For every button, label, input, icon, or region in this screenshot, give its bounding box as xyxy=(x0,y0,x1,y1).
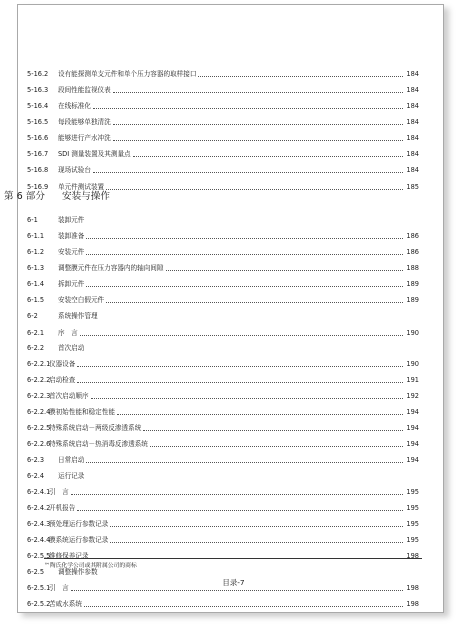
toc-entry-title: 特殊系统启动－热消毒反渗透系统 xyxy=(49,440,148,449)
toc-entry[interactable] xyxy=(27,550,419,562)
toc-entry-number: 6-1.3 xyxy=(27,263,45,272)
toc-entry[interactable] xyxy=(27,262,419,274)
toc-entry-number: 5-16.3 xyxy=(27,85,49,94)
toc-leader-dots xyxy=(80,335,403,336)
toc-entry-number: 6-2.2.5 xyxy=(27,424,51,433)
toc-entry[interactable] xyxy=(27,502,419,514)
toc-leader-dots xyxy=(86,286,403,287)
page-number: 目录-7 xyxy=(222,578,245,587)
toc-leader-dots xyxy=(113,140,403,141)
toc-entry[interactable] xyxy=(27,148,419,160)
toc-entry-page: 184 xyxy=(406,70,419,78)
toc-entry[interactable] xyxy=(27,518,419,530)
toc-entry-title: 日常启动 xyxy=(58,456,85,465)
toc-entry[interactable] xyxy=(27,278,419,290)
toc-entry[interactable] xyxy=(27,486,419,498)
toc-entry-page: 195 xyxy=(406,536,419,545)
toc-entry-title: 序 言 xyxy=(58,328,78,337)
toc-leader-dots xyxy=(113,92,403,93)
toc-entry-number: 6-2.5 xyxy=(27,568,45,577)
toc-entry-page: 184 xyxy=(406,85,419,94)
toc-leader-dots xyxy=(113,124,403,125)
toc-entry[interactable] xyxy=(27,470,419,482)
toc-entry-title: 安装空白假元件 xyxy=(58,295,105,304)
toc-entry-number: 6-1 xyxy=(27,215,38,224)
toc-entry-title: 能够进行产水冲洗 xyxy=(58,133,111,142)
toc-leader-dots xyxy=(166,270,403,271)
toc-entry-title: 装卸准备 xyxy=(58,231,85,240)
toc-entry-title: 段间性能监视仪表 xyxy=(58,85,111,94)
toc-entry-title: 开机报告 xyxy=(49,504,76,513)
toc-entry-page: 190 xyxy=(406,328,419,337)
toc-entry-page: 198 xyxy=(406,600,419,609)
toc-entry-number: 6-1.2 xyxy=(27,247,45,256)
toc-entry[interactable] xyxy=(27,438,419,450)
toc-entry-page: 184 xyxy=(406,133,419,142)
toc-leader-dots xyxy=(93,172,403,173)
toc-entry-number: 6-2.2.2 xyxy=(27,376,51,385)
toc-entry-page: 195 xyxy=(406,520,419,529)
toc-entry-title: 启动检查 xyxy=(49,376,76,385)
toc-entry-title: 现场试验台 xyxy=(58,165,91,174)
toc-entry-title: 在线标准化 xyxy=(58,101,91,110)
toc-leader-dots xyxy=(110,526,403,527)
toc-entry-title: 调整膜元件在压力容器内的轴向间隙 xyxy=(58,263,164,272)
toc-entry-page: 191 xyxy=(406,376,419,385)
toc-entry-page: 192 xyxy=(406,392,419,401)
toc-entry-page: 184 xyxy=(406,165,419,174)
toc-entry-title: 装卸元件 xyxy=(58,215,85,224)
toc-leader-dots xyxy=(106,189,403,190)
toc-leader-dots xyxy=(91,398,403,399)
toc-entry-number: 6-1.1 xyxy=(27,231,45,240)
toc-leader-dots xyxy=(86,254,403,255)
toc-entry-number: 5-16.8 xyxy=(27,165,49,174)
toc-entry[interactable] xyxy=(27,422,419,434)
toc-entry-number: 6-2.3 xyxy=(27,456,45,465)
toc-leader-dots xyxy=(86,462,403,463)
toc-entry-title: 预处理运行参数记录 xyxy=(49,520,109,529)
toc-entry[interactable] xyxy=(27,116,419,128)
toc-entry[interactable] xyxy=(27,534,419,546)
toc-entry-number: 6-2.4 xyxy=(27,472,45,481)
toc-entry[interactable] xyxy=(27,246,419,258)
toc-entry-number: 6-2.5.5 xyxy=(27,552,51,561)
toc-entry-title: 调整操作参数 xyxy=(58,568,98,577)
toc-leader-dots xyxy=(77,510,403,511)
toc-entry-title: 运行记录 xyxy=(58,472,85,481)
toc-entry-title: 安装元件 xyxy=(58,247,85,256)
toc-entry[interactable] xyxy=(27,84,419,96)
toc-entry[interactable] xyxy=(27,454,419,466)
toc-entry-page: 194 xyxy=(406,456,419,465)
toc-entry-number: 6-2.2.4 xyxy=(27,408,51,417)
toc-entry-page: 186 xyxy=(406,231,419,240)
toc-entry-number: 6-2.1 xyxy=(27,328,45,337)
toc-entry-number: 5-16.4 xyxy=(27,101,49,110)
toc-leader-dots xyxy=(86,238,403,239)
toc-entry-number: 6-2.2.6 xyxy=(27,440,51,449)
toc-entry-page: 189 xyxy=(406,279,419,288)
toc-entry-number: 6-2.2 xyxy=(27,344,45,353)
toc-entry[interactable] xyxy=(27,68,419,80)
toc-entry-page: 188 xyxy=(406,263,419,272)
toc-entry[interactable] xyxy=(27,342,419,354)
toc-entry-title: 维修保养记录 xyxy=(49,552,89,561)
toc-entry-title: 引 言 xyxy=(49,584,69,593)
toc-entry-title: 苦咸水系统 xyxy=(49,600,82,609)
toc-leader-dots xyxy=(198,76,403,77)
toc-leader-dots xyxy=(117,414,403,415)
toc-entry-page: 184 xyxy=(406,149,419,158)
toc-entry[interactable] xyxy=(27,390,419,402)
toc-entry-page: 184 xyxy=(406,101,419,110)
toc-leader-dots xyxy=(77,382,403,383)
toc-entry-page: 194 xyxy=(406,440,419,449)
toc-entry-title: 引 言 xyxy=(49,488,69,497)
toc-entry[interactable] xyxy=(27,132,419,144)
toc-entry-number: 5-16.7 xyxy=(27,149,49,158)
toc-leader-dots xyxy=(93,108,403,109)
toc-entry-title: 单元件测试装置 xyxy=(58,182,105,191)
toc-entry[interactable] xyxy=(27,598,419,610)
toc-entry-page: 195 xyxy=(406,504,419,513)
toc-leader-dots xyxy=(150,446,403,447)
toc-entry[interactable] xyxy=(27,374,419,386)
toc-entry-title: 首次启动 xyxy=(58,344,85,353)
toc-entry-number: 6-2 xyxy=(27,311,38,320)
toc-entry-title: 仪器设备 xyxy=(49,360,76,369)
toc-entry-page: 198 xyxy=(406,584,419,593)
toc-entry-number: 6-2.5.2 xyxy=(27,600,51,609)
toc-entry-title: 首次启动顺序 xyxy=(49,392,89,401)
toc-entry-title: 膜系统运行参数记录 xyxy=(49,536,109,545)
toc-entry-number: 5-16.6 xyxy=(27,133,49,142)
toc-entry-page: 185 xyxy=(406,182,419,191)
toc-entry-number: 6-1.5 xyxy=(27,295,45,304)
toc-entry-title: 拆卸元件 xyxy=(58,279,85,288)
toc-leader-dots xyxy=(133,156,403,157)
toc-entry-number: 6-2.2.1 xyxy=(27,360,51,369)
toc-entry-number: 5-16.9 xyxy=(27,182,49,191)
toc-entry[interactable] xyxy=(27,100,419,112)
part-title: 安装与操作 xyxy=(62,191,110,202)
toc-entry-title: SDI 测量装置及其测量点 xyxy=(58,149,131,158)
toc-entry[interactable] xyxy=(27,310,419,322)
toc-leader-dots xyxy=(71,494,403,495)
toc-entry-number: 6-1.4 xyxy=(27,279,45,288)
toc-leader-dots xyxy=(71,590,403,591)
toc-entry-title: 特殊系统启动－两级反渗透系统 xyxy=(49,424,142,433)
toc-entry[interactable] xyxy=(27,214,419,226)
toc-entry-title: 设有能探测单支元件和单个压力容器的取样接口 xyxy=(58,70,197,78)
toc-entry[interactable] xyxy=(27,164,419,176)
toc-entry-number: 6-2.2.3 xyxy=(27,392,51,401)
toc-entry-number: 6-2.4.3 xyxy=(27,520,51,529)
toc-entry[interactable] xyxy=(27,406,419,418)
toc-entry[interactable] xyxy=(27,230,419,242)
toc-entry-title: 系统操作管理 xyxy=(58,311,98,320)
toc-entry-page: 190 xyxy=(406,360,419,369)
toc-entry-title: 每段能够单独清洗 xyxy=(58,117,111,126)
toc-leader-dots xyxy=(106,302,403,303)
toc-entry-page: 198 xyxy=(406,552,419,561)
toc-entry-number: 6-2.4.2 xyxy=(27,504,51,513)
toc-leader-dots xyxy=(77,366,403,367)
toc-entry-number: 6-2.4.1 xyxy=(27,488,51,497)
toc-entry[interactable] xyxy=(27,327,419,339)
toc-entry-page: 195 xyxy=(406,488,419,497)
toc-leader-dots xyxy=(143,430,403,431)
toc-entry-number: 6-2.5.1 xyxy=(27,584,51,593)
part-number: 第 6 部分 xyxy=(4,191,45,202)
toc-entry-page: 186 xyxy=(406,247,419,256)
toc-entry[interactable] xyxy=(27,294,419,306)
toc-entry-page: 194 xyxy=(406,408,419,417)
toc-entry-number: 5-16.2 xyxy=(27,70,49,78)
toc-entry-page: 189 xyxy=(406,295,419,304)
toc-entry-title: 膜初始性能和稳定性能 xyxy=(49,408,115,417)
toc-entry-page: 194 xyxy=(406,424,419,433)
toc-leader-dots xyxy=(110,542,403,543)
footer-rule xyxy=(44,558,422,559)
trademark-footnote: ™陶氏化学公司或其附属公司的商标 xyxy=(44,563,137,569)
toc-leader-dots xyxy=(84,606,403,607)
toc-entry-number: 5-16.5 xyxy=(27,117,49,126)
toc-entry-number: 6-2.4.4 xyxy=(27,536,51,545)
toc-entry-page: 184 xyxy=(406,117,419,126)
toc-entry[interactable] xyxy=(27,358,419,370)
